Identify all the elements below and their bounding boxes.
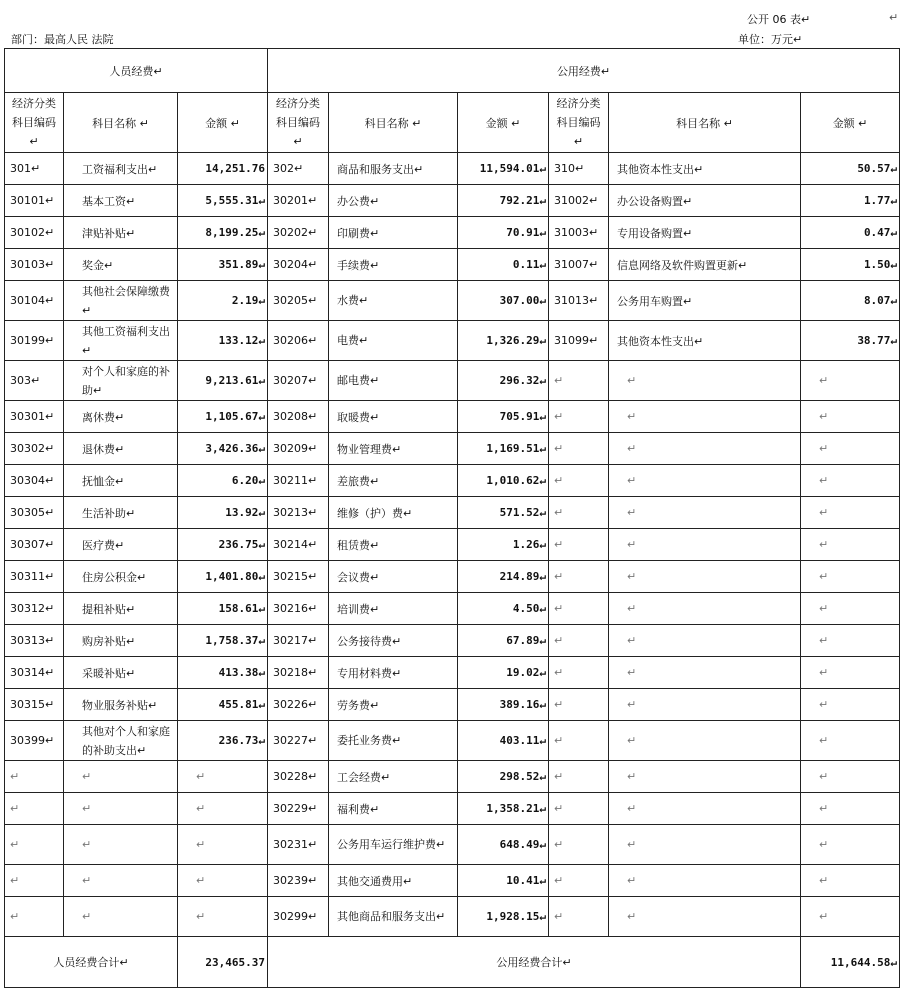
name-cell: 生活补助↵ xyxy=(64,497,178,529)
code-cell: 30312↵ xyxy=(5,593,64,625)
code-cell: 30218↵ xyxy=(268,657,329,689)
code-cell: ↵ xyxy=(549,497,609,529)
code-cell: ↵ xyxy=(549,761,609,793)
name-cell: ↵ xyxy=(609,561,801,593)
amount-cell: ↵ xyxy=(801,897,900,937)
table-row xyxy=(5,497,900,529)
code-cell: ↵ xyxy=(549,401,609,433)
name-cell: 办公费↵ xyxy=(329,185,458,217)
amount-cell: 0.11↵ xyxy=(458,249,549,281)
name-cell: 专用设备购置↵ xyxy=(609,217,801,249)
amount-cell: ↵ xyxy=(801,465,900,497)
name-cell: ↵ xyxy=(609,721,801,761)
code-cell: 30199↵ xyxy=(5,321,64,361)
name-cell: 福利费↵ xyxy=(329,793,458,825)
name-cell: ↵ xyxy=(64,897,178,937)
name-cell: ↵ xyxy=(609,497,801,529)
table-row xyxy=(5,249,900,281)
amount-cell: 214.89↵ xyxy=(458,561,549,593)
code-cell: 31007↵ xyxy=(549,249,609,281)
amount-cell: ↵ xyxy=(801,561,900,593)
amount-cell: 307.00↵ xyxy=(458,281,549,321)
code-cell: 30204↵ xyxy=(268,249,329,281)
name-cell: 对个人和家庭的补助↵ xyxy=(64,361,178,401)
code-cell: ↵ xyxy=(5,865,64,897)
code-cell: 31003↵ xyxy=(549,217,609,249)
code-cell: 30208↵ xyxy=(268,401,329,433)
amount-cell: 648.49↵ xyxy=(458,825,549,865)
unit-label: 单位：万元↵ xyxy=(738,33,803,46)
code-cell: 303↵ xyxy=(5,361,64,401)
table-row xyxy=(5,217,900,249)
amount-cell: ↵ xyxy=(801,401,900,433)
amount-cell: 70.91↵ xyxy=(458,217,549,249)
table-row xyxy=(5,281,900,321)
amount-cell: ↵ xyxy=(178,761,268,793)
code-cell: ↵ xyxy=(5,897,64,937)
code-cell: 30227↵ xyxy=(268,721,329,761)
name-cell: ↵ xyxy=(609,361,801,401)
table-row xyxy=(5,185,900,217)
group-header-public: 公用经费↵ xyxy=(268,49,900,93)
table-row xyxy=(5,361,900,401)
code-cell: 310↵ xyxy=(549,153,609,185)
table-row xyxy=(5,865,900,897)
code-cell: 30216↵ xyxy=(268,593,329,625)
code-cell: 30211↵ xyxy=(268,465,329,497)
paragraph-mark: ↵ xyxy=(889,11,899,24)
name-cell: 取暖费↵ xyxy=(329,401,458,433)
code-cell: 30214↵ xyxy=(268,529,329,561)
amount-cell: 296.32↵ xyxy=(458,361,549,401)
code-cell: 30104↵ xyxy=(5,281,64,321)
code-cell: 31099↵ xyxy=(549,321,609,361)
name-cell: ↵ xyxy=(64,825,178,865)
public-total-label: 公用经费合计↵ xyxy=(268,937,801,988)
amount-cell: 2.19↵ xyxy=(178,281,268,321)
amount-cell: 403.11↵ xyxy=(458,721,549,761)
name-cell: ↵ xyxy=(609,865,801,897)
code-cell: 30301↵ xyxy=(5,401,64,433)
name-cell: 奖金↵ xyxy=(64,249,178,281)
code-cell: 30302↵ xyxy=(5,433,64,465)
code-cell: 30209↵ xyxy=(268,433,329,465)
code-cell: ↵ xyxy=(549,593,609,625)
code-cell: 30228↵ xyxy=(268,761,329,793)
name-cell: 津贴补贴↵ xyxy=(64,217,178,249)
amount-cell: 1.77↵ xyxy=(801,185,900,217)
amount-cell: 792.21↵ xyxy=(458,185,549,217)
table-row xyxy=(5,761,900,793)
code-cell: 30226↵ xyxy=(268,689,329,721)
code-cell: ↵ xyxy=(549,361,609,401)
code-cell: ↵ xyxy=(549,721,609,761)
amount-cell: 6.20↵ xyxy=(178,465,268,497)
amount-cell: 351.89↵ xyxy=(178,249,268,281)
code-cell: 30217↵ xyxy=(268,625,329,657)
code-cell: ↵ xyxy=(5,825,64,865)
table-row xyxy=(5,657,900,689)
amount-cell: ↵ xyxy=(801,625,900,657)
amount-cell: 13.92↵ xyxy=(178,497,268,529)
name-cell: ↵ xyxy=(609,593,801,625)
name-cell: 基本工资↵ xyxy=(64,185,178,217)
amount-cell: 158.61↵ xyxy=(178,593,268,625)
amount-cell: 1,401.80↵ xyxy=(178,561,268,593)
code-cell: 30101↵ xyxy=(5,185,64,217)
amount-cell: 1,326.29↵ xyxy=(458,321,549,361)
table-row xyxy=(5,793,900,825)
name-cell: 劳务费↵ xyxy=(329,689,458,721)
name-cell: 物业服务补贴↵ xyxy=(64,689,178,721)
totals-table xyxy=(4,936,900,988)
table-row xyxy=(5,401,900,433)
table-row xyxy=(5,561,900,593)
amount-cell: 1,010.62↵ xyxy=(458,465,549,497)
name-cell: 其他社会保障缴费↵ xyxy=(64,281,178,321)
amount-cell: 67.89↵ xyxy=(458,625,549,657)
name-cell: 医疗费↵ xyxy=(64,529,178,561)
amount-cell: ↵ xyxy=(178,897,268,937)
code-cell: 30213↵ xyxy=(268,497,329,529)
amount-cell: ↵ xyxy=(801,825,900,865)
col-header-code: 经济分类科目编码 ↵ xyxy=(549,93,609,153)
amount-cell: 11,594.01↵ xyxy=(458,153,549,185)
amount-cell: ↵ xyxy=(178,793,268,825)
amount-cell: 38.77↵ xyxy=(801,321,900,361)
name-cell: ↵ xyxy=(609,657,801,689)
name-cell: 其他工资福利支出↵ xyxy=(64,321,178,361)
name-cell: 购房补贴↵ xyxy=(64,625,178,657)
name-cell: 租赁费↵ xyxy=(329,529,458,561)
name-cell: ↵ xyxy=(609,897,801,937)
amount-cell: ↵ xyxy=(801,865,900,897)
code-cell: 30314↵ xyxy=(5,657,64,689)
code-cell: 30311↵ xyxy=(5,561,64,593)
amount-cell: 1,358.21↵ xyxy=(458,793,549,825)
amount-cell: 19.02↵ xyxy=(458,657,549,689)
name-cell: 培训费↵ xyxy=(329,593,458,625)
name-cell: 其他资本性支出↵ xyxy=(609,321,801,361)
name-cell: ↵ xyxy=(64,761,178,793)
amount-cell: 133.12↵ xyxy=(178,321,268,361)
code-cell: ↵ xyxy=(549,625,609,657)
code-cell: 30231↵ xyxy=(268,825,329,865)
name-cell: ↵ xyxy=(609,465,801,497)
name-cell: ↵ xyxy=(64,793,178,825)
amount-cell: 236.73↵ xyxy=(178,721,268,761)
name-cell: ↵ xyxy=(609,689,801,721)
name-cell: 其他商品和服务支出↵ xyxy=(329,897,458,937)
name-cell: 水费↵ xyxy=(329,281,458,321)
amount-cell: 50.57↵ xyxy=(801,153,900,185)
amount-cell: ↵ xyxy=(178,865,268,897)
amount-cell: 389.16↵ xyxy=(458,689,549,721)
amount-cell: ↵ xyxy=(178,825,268,865)
code-cell: ↵ xyxy=(549,465,609,497)
code-cell: 31002↵ xyxy=(549,185,609,217)
name-cell: 其他资本性支出↵ xyxy=(609,153,801,185)
amount-cell: 1,758.37↵ xyxy=(178,625,268,657)
name-cell: 印刷费↵ xyxy=(329,217,458,249)
name-cell: ↵ xyxy=(609,433,801,465)
name-cell: 公务接待费↵ xyxy=(329,625,458,657)
code-cell: 302↵ xyxy=(268,153,329,185)
code-cell: 301↵ xyxy=(5,153,64,185)
amount-cell: 413.38↵ xyxy=(178,657,268,689)
amount-cell: 10.41↵ xyxy=(458,865,549,897)
col-header-name: 科目名称 ↵ xyxy=(609,93,801,153)
name-cell: 提租补贴↵ xyxy=(64,593,178,625)
personnel-total-value: 23,465.37 xyxy=(178,937,268,988)
name-cell: ↵ xyxy=(609,761,801,793)
name-cell: 邮电费↵ xyxy=(329,361,458,401)
amount-cell: 0.47↵ xyxy=(801,217,900,249)
code-cell: 30215↵ xyxy=(268,561,329,593)
amount-cell: ↵ xyxy=(801,721,900,761)
name-cell: 公务用车运行维护费↵ xyxy=(329,825,458,865)
table-row xyxy=(5,153,900,185)
code-cell: 30304↵ xyxy=(5,465,64,497)
name-cell: 退休费↵ xyxy=(64,433,178,465)
code-cell: 30229↵ xyxy=(268,793,329,825)
name-cell: 维修（护）费↵ xyxy=(329,497,458,529)
amount-cell: ↵ xyxy=(801,529,900,561)
name-cell: 会议费↵ xyxy=(329,561,458,593)
code-cell: ↵ xyxy=(549,433,609,465)
col-header-amount: 金额 ↵ xyxy=(178,93,268,153)
code-cell: ↵ xyxy=(549,561,609,593)
code-cell: ↵ xyxy=(549,689,609,721)
name-cell: 抚恤金↵ xyxy=(64,465,178,497)
name-cell: 差旅费↵ xyxy=(329,465,458,497)
name-cell: 商品和服务支出↵ xyxy=(329,153,458,185)
name-cell: ↵ xyxy=(609,401,801,433)
amount-cell: ↵ xyxy=(801,361,900,401)
code-cell: 30205↵ xyxy=(268,281,329,321)
table-row xyxy=(5,433,900,465)
code-cell: ↵ xyxy=(549,793,609,825)
code-cell: 30239↵ xyxy=(268,865,329,897)
name-cell: 手续费↵ xyxy=(329,249,458,281)
col-header-amount: 金额 ↵ xyxy=(458,93,549,153)
name-cell: ↵ xyxy=(609,825,801,865)
amount-cell: 8.07↵ xyxy=(801,281,900,321)
code-cell: 31013↵ xyxy=(549,281,609,321)
amount-cell: 3,426.36↵ xyxy=(178,433,268,465)
amount-cell: ↵ xyxy=(801,657,900,689)
name-cell: 采暖补贴↵ xyxy=(64,657,178,689)
department-label: 部门：最高人民 法院 xyxy=(11,33,114,46)
name-cell: 信息网络及软件购置更新↵ xyxy=(609,249,801,281)
amount-cell: ↵ xyxy=(801,793,900,825)
table-row xyxy=(5,689,900,721)
amount-cell: 455.81↵ xyxy=(178,689,268,721)
amount-cell: 1,928.15↵ xyxy=(458,897,549,937)
name-cell: 公务用车购置↵ xyxy=(609,281,801,321)
group-header-personnel: 人员经费↵ xyxy=(5,49,268,93)
amount-cell: 1.26↵ xyxy=(458,529,549,561)
table-row xyxy=(5,593,900,625)
name-cell: 电费↵ xyxy=(329,321,458,361)
name-cell: 住房公积金↵ xyxy=(64,561,178,593)
col-header-amount: 金额 ↵ xyxy=(801,93,900,153)
table-row xyxy=(5,465,900,497)
col-header-code: 经济分类科目编码 ↵ xyxy=(5,93,64,153)
amount-cell: 236.75↵ xyxy=(178,529,268,561)
amount-cell: ↵ xyxy=(801,593,900,625)
code-cell: 30305↵ xyxy=(5,497,64,529)
name-cell: 离休费↵ xyxy=(64,401,178,433)
personnel-total-label: 人员经费合计↵ xyxy=(5,937,178,988)
amount-cell: 705.91↵ xyxy=(458,401,549,433)
table-row xyxy=(5,897,900,937)
amount-cell: 1.50↵ xyxy=(801,249,900,281)
col-header-name: 科目名称 ↵ xyxy=(64,93,178,153)
form-number: 公开 06 表↵ xyxy=(747,13,811,26)
code-cell: 30102↵ xyxy=(5,217,64,249)
code-cell: 30313↵ xyxy=(5,625,64,657)
table-row xyxy=(5,529,900,561)
name-cell: 工资福利支出↵ xyxy=(64,153,178,185)
amount-cell: ↵ xyxy=(801,689,900,721)
name-cell: ↵ xyxy=(609,529,801,561)
code-cell: 30299↵ xyxy=(268,897,329,937)
amount-cell: 1,169.51↵ xyxy=(458,433,549,465)
amount-cell: 8,199.25↵ xyxy=(178,217,268,249)
code-cell: ↵ xyxy=(549,657,609,689)
amount-cell: 4.50↵ xyxy=(458,593,549,625)
col-header-name: 科目名称 ↵ xyxy=(329,93,458,153)
code-cell: 30201↵ xyxy=(268,185,329,217)
code-cell: 30207↵ xyxy=(268,361,329,401)
amount-cell: 14,251.76 xyxy=(178,153,268,185)
code-cell: ↵ xyxy=(549,865,609,897)
col-header-code: 经济分类科目编码 ↵ xyxy=(268,93,329,153)
table-row xyxy=(5,825,900,865)
code-cell: ↵ xyxy=(549,825,609,865)
name-cell: 办公设备购置↵ xyxy=(609,185,801,217)
amount-cell: ↵ xyxy=(801,761,900,793)
amount-cell: ↵ xyxy=(801,433,900,465)
name-cell: 委托业务费↵ xyxy=(329,721,458,761)
name-cell: ↵ xyxy=(609,793,801,825)
table-row xyxy=(5,721,900,761)
code-cell: 30307↵ xyxy=(5,529,64,561)
code-cell: 30399↵ xyxy=(5,721,64,761)
code-cell: ↵ xyxy=(5,761,64,793)
amount-cell: 9,213.61↵ xyxy=(178,361,268,401)
code-cell: 30103↵ xyxy=(5,249,64,281)
code-cell: 30202↵ xyxy=(268,217,329,249)
expenditure-table xyxy=(4,48,900,937)
code-cell: 30206↵ xyxy=(268,321,329,361)
code-cell: 30315↵ xyxy=(5,689,64,721)
name-cell: 物业管理费↵ xyxy=(329,433,458,465)
amount-cell: ↵ xyxy=(801,497,900,529)
amount-cell: 1,105.67↵ xyxy=(178,401,268,433)
name-cell: 其他对个人和家庭的补助支出↵ xyxy=(64,721,178,761)
table-row xyxy=(5,321,900,361)
name-cell: 其他交通费用↵ xyxy=(329,865,458,897)
name-cell: ↵ xyxy=(64,865,178,897)
amount-cell: 298.52↵ xyxy=(458,761,549,793)
name-cell: 专用材料费↵ xyxy=(329,657,458,689)
name-cell: ↵ xyxy=(609,625,801,657)
name-cell: 工会经费↵ xyxy=(329,761,458,793)
public-total-value: 11,644.58↵ xyxy=(801,937,900,988)
code-cell: ↵ xyxy=(549,529,609,561)
code-cell: ↵ xyxy=(549,897,609,937)
amount-cell: 5,555.31↵ xyxy=(178,185,268,217)
table-row xyxy=(5,625,900,657)
code-cell: ↵ xyxy=(5,793,64,825)
amount-cell: 571.52↵ xyxy=(458,497,549,529)
